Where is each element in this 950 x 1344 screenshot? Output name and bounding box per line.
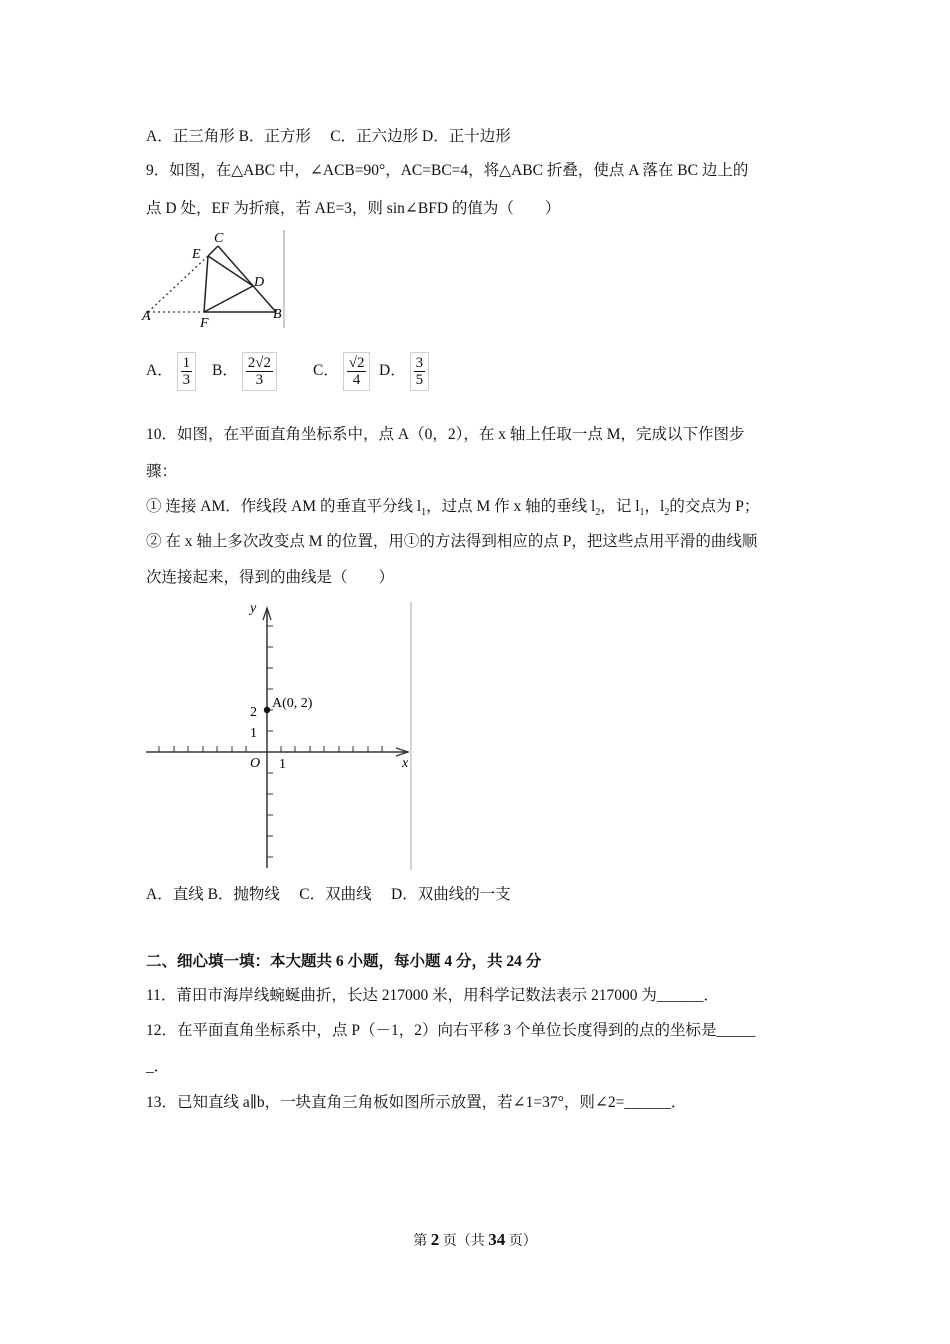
page-footer: 第 2 页（共 34 页）	[413, 1230, 537, 1249]
q12-line-2: _．	[146, 1058, 170, 1075]
y-axis-label: y	[250, 601, 257, 616]
q10-step-2: ② 在 x 轴上多次改变点 M 的位置，用①的方法得到相应的点 P，把这些点用平滑的曲线顺	[146, 533, 758, 550]
origin-label: O	[250, 756, 261, 771]
q10-line-1: 10．如图，在平面直角坐标系中，点 A（0，2），在 x 轴上任取一点 M，完成以下作图步	[146, 426, 745, 443]
q11: 11．莆田市海岸线蜿蜒曲折，长达 217000 米，用科学记数法表示 217000 为______．	[146, 987, 719, 1004]
q13: 13．已知直线 a∥b，一块直角三角板如图所示放置，若∠1=37°，则∠2=______．	[146, 1094, 687, 1111]
section-2-title: 二、细心填一填：本大题共 6 小题，每小题 4 分，共 24 分	[146, 953, 542, 970]
q10-step-1: ① 连接 AM．作线段 AM 的垂直平分线 $l_1$，过点 M 作 x 轴的垂线 $l_2$，记 $l_1$，$l_2$的交点为 P；	[146, 498, 760, 519]
x-axis-label: x	[402, 756, 409, 771]
q9-option-d-label: D．	[379, 362, 406, 380]
q10-step-2-cont: 次连接起来，得到的曲线是（ ）	[146, 569, 395, 586]
q12-line-1: 12．在平面直角坐标系中，点 P（－1，2）向右平移 3 个单位长度得到的点的坐标是_____	[146, 1022, 756, 1039]
q9-line-1: 9．如图，在△ABC 中，∠ACB=90°，AC=BC=4，将△ABC 折叠，使点 A 落在 BC 边上的	[146, 162, 749, 179]
fraction: $\frac{3}{5}$	[410, 352, 430, 391]
q8-options: A．正三角形 B．正方形 C．正六边形 D．正十边形	[146, 128, 511, 145]
point-a-label: A(0, 2)	[272, 696, 313, 711]
q10-coordinate-figure	[140, 600, 415, 872]
q9-option-d	[379, 352, 429, 391]
label-e: E	[192, 247, 201, 262]
fraction: $\frac{1}{3}$	[177, 352, 197, 391]
q10-options: A．直线 B．抛物线 C．双曲线 D．双曲线的一支	[146, 886, 511, 903]
label-c: C	[214, 231, 224, 246]
fraction: $\frac{√2}{4}$	[343, 352, 371, 391]
x-one-label: 1	[279, 757, 286, 772]
q10-line-2: 骤：	[146, 463, 178, 480]
q9-line-2: 点 D 处，EF 为折痕，若 AE=3，则 sin∠BFD 的值为（ ）	[146, 200, 561, 217]
q9-option-c	[313, 352, 370, 391]
label-d: D	[254, 275, 265, 290]
y-one-label: 1	[250, 726, 257, 741]
label-a: A	[142, 309, 151, 324]
q9-option-c-label: C．	[313, 362, 339, 380]
q9-option-a-label: A．	[146, 362, 173, 380]
fraction: $\frac{2√2}{3}$	[242, 352, 277, 391]
q9-option-a	[146, 352, 196, 391]
point-a-marker	[264, 707, 270, 713]
label-b: B	[273, 307, 282, 322]
q9-option-b	[212, 352, 277, 391]
q9-triangle-figure	[140, 228, 290, 330]
q9-option-b-label: B．	[212, 362, 238, 380]
y-two-label: 2	[250, 705, 257, 720]
label-f: F	[200, 316, 209, 330]
